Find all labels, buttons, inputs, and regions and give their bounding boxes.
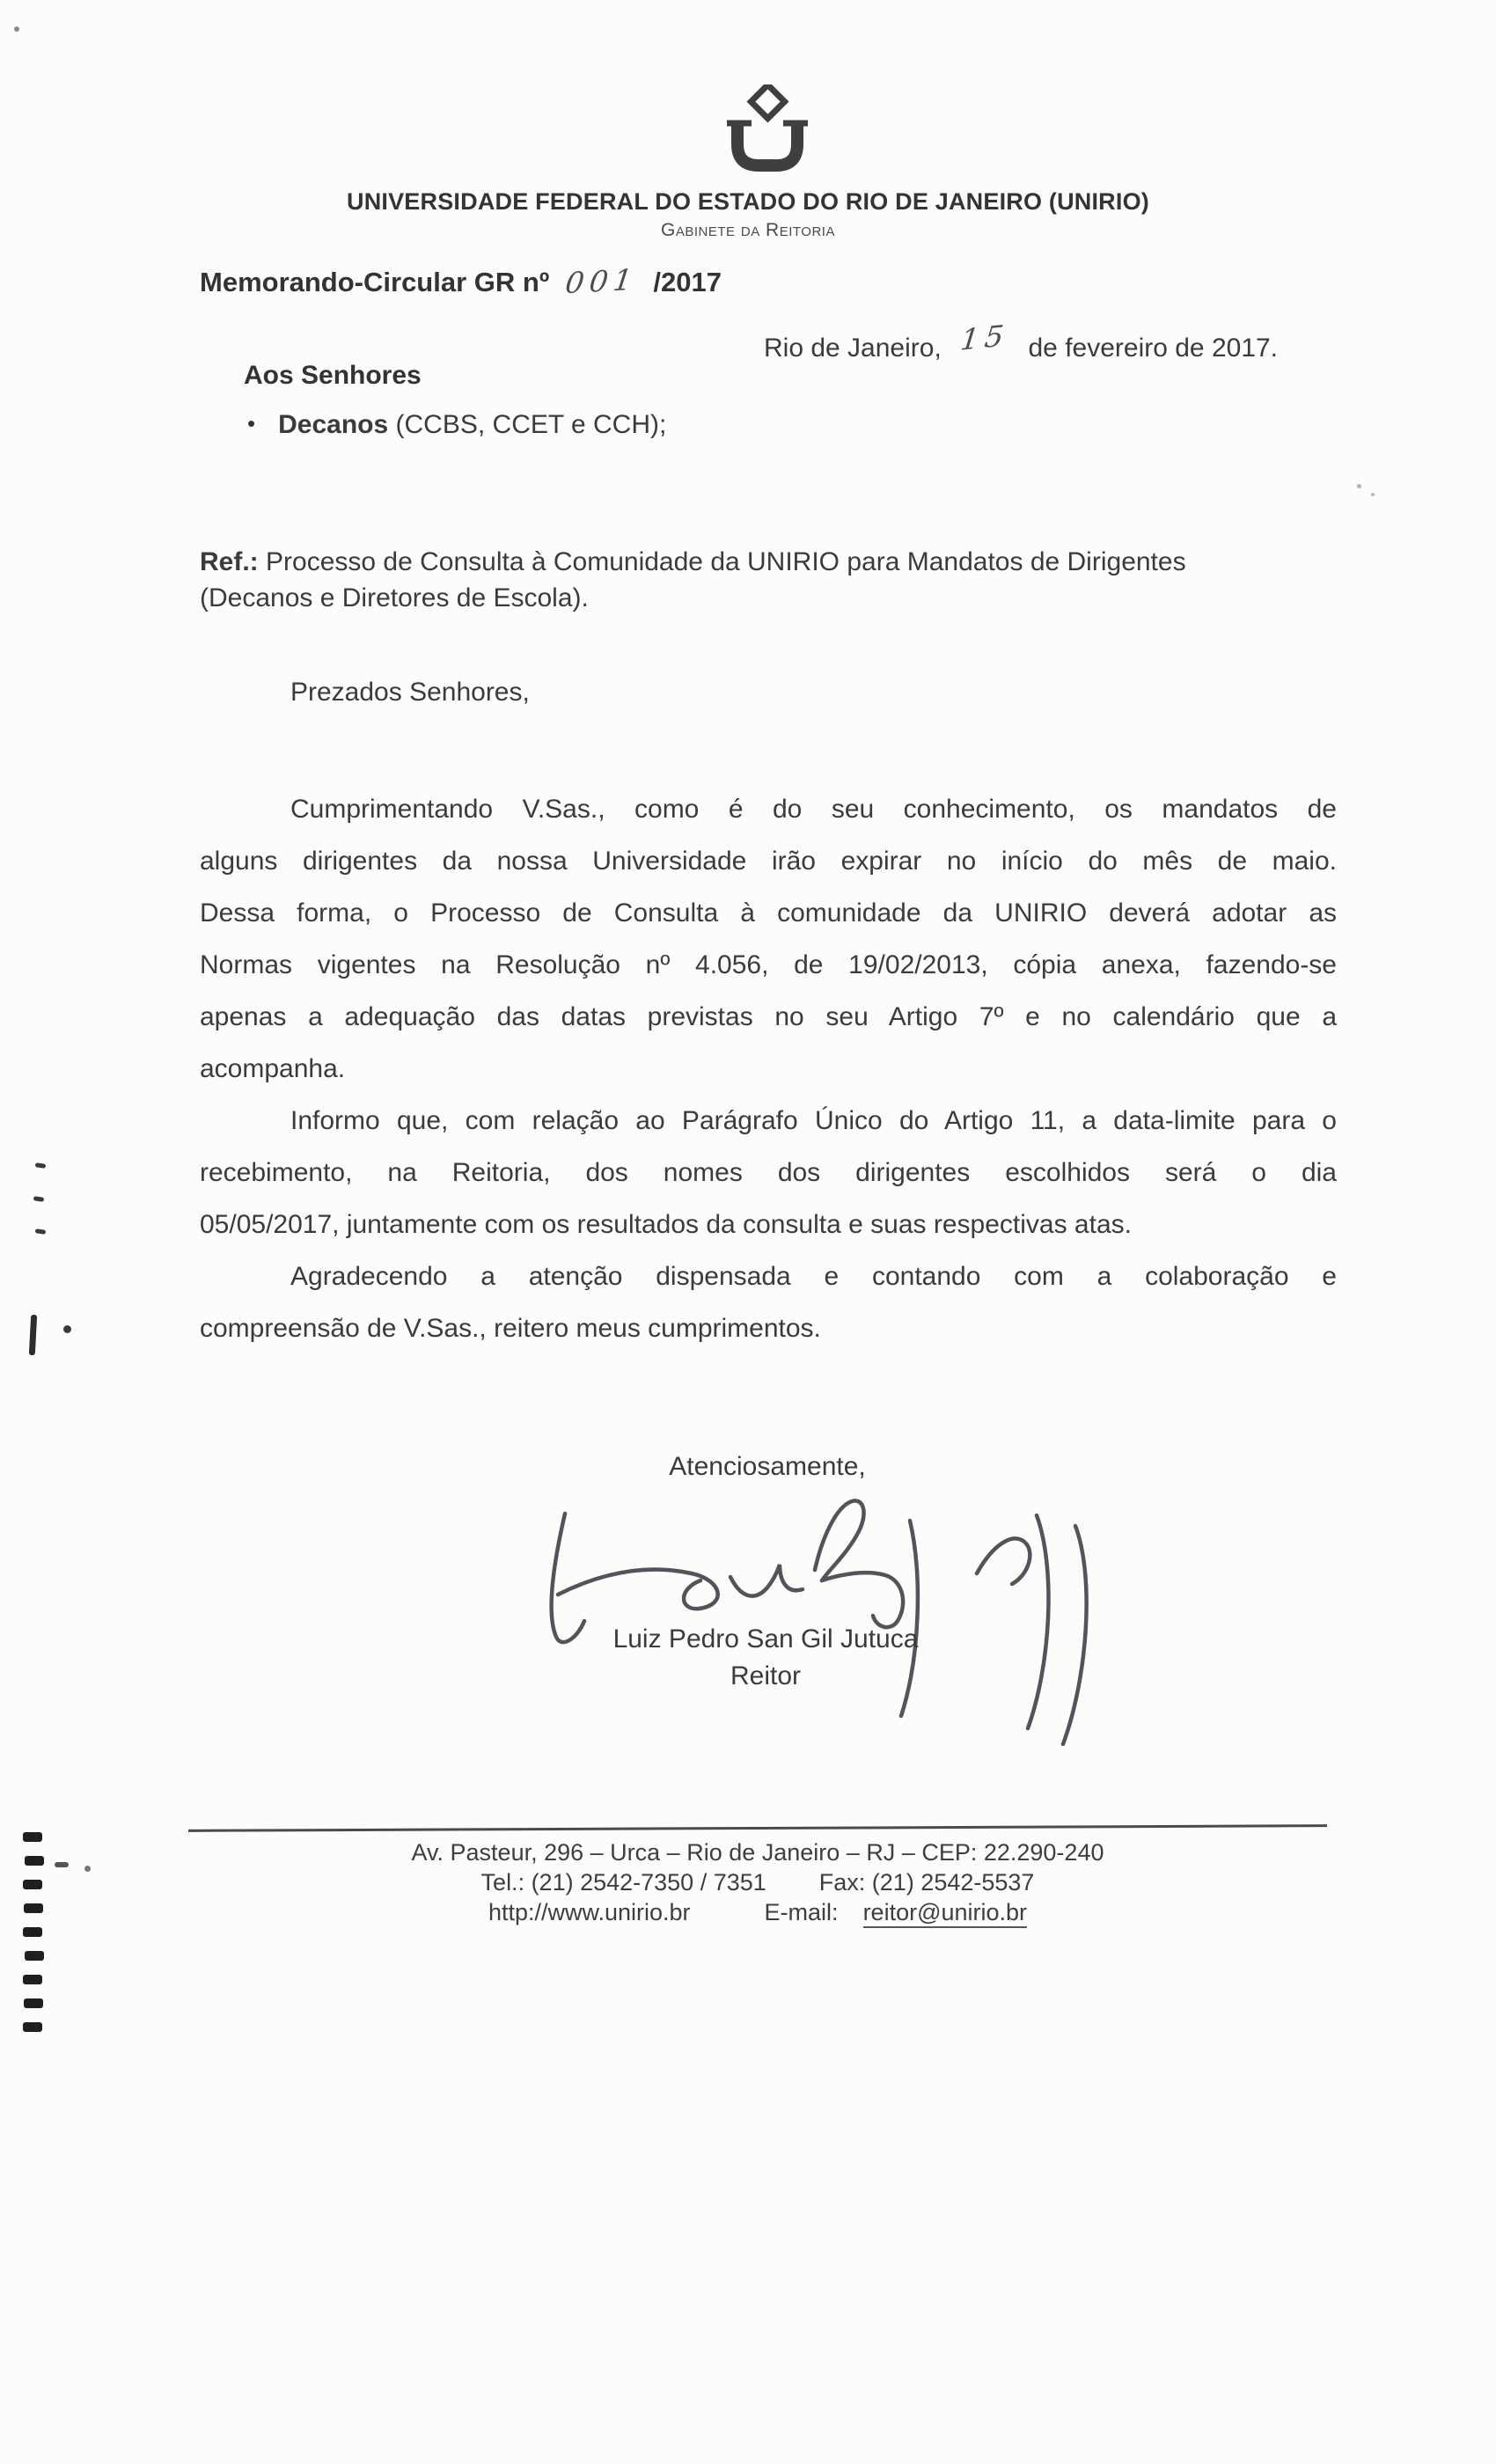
footer-phones [188, 1869, 1327, 1896]
reference-text: Processo de Consulta à Comunidade da UNIRIO para Mandatos de Dirigentes [266, 547, 1186, 576]
memo-label: Memorando-Circular GR nº [200, 267, 550, 297]
addressee-name: Decanos [278, 410, 389, 439]
footer-email: reitor@unirio.br [863, 1899, 1027, 1928]
reference-label: Ref.: [200, 547, 259, 576]
body-line: Agradecendo a atenção dispensada e contando com a colaboração e [290, 1262, 1337, 1291]
scan-artifact [63, 1325, 71, 1333]
scan-artifact [25, 1951, 44, 1961]
letter-body [200, 783, 1337, 1354]
dateline-suffix: de fevereiro de 2017. [1028, 334, 1279, 363]
body-line: compreensão de V.Sas., reitero meus cumprimentos. [200, 1314, 821, 1343]
university-name: UNIVERSIDADE FEDERAL DO ESTADO DO RIO DE JANEIRO (UNIRIO) [347, 188, 1149, 215]
scan-artifact [33, 1196, 45, 1202]
body-line: recebimento, na Reitoria, dos nomes dos dirigentes escolhidos será o dia [200, 1158, 1337, 1187]
footer-fax: Fax: (21) 2542-5537 [818, 1869, 1035, 1896]
dateline [764, 318, 1279, 363]
addressee-item [247, 410, 666, 440]
addressee-heading: Aos Senhores [244, 361, 422, 390]
memo-number-line [200, 261, 722, 301]
footer-tel: Tel.: (21) 2542-7350 / 7351 [480, 1869, 766, 1896]
scan-artifact [84, 1866, 91, 1872]
reference-line1 [200, 544, 1353, 580]
reference-line2: (Decanos e Diretores de Escola). [200, 583, 589, 612]
date-handwritten: 15 [958, 318, 1011, 357]
scan-artifact [25, 1856, 44, 1866]
body-line: 05/05/2017, juntamente com os resultados da consulta e suas respectivas atas. [200, 1210, 1132, 1239]
footer-email-label: E-mail: [764, 1899, 839, 1925]
scan-artifact [23, 1880, 42, 1889]
footer-web-email [188, 1899, 1327, 1926]
salutation: Prezados Senhores, [290, 678, 530, 707]
footer-website: http://www.unirio.br [488, 1899, 691, 1925]
scan-artifact [35, 1228, 47, 1235]
bullet-icon: • [247, 410, 256, 436]
footer-address: Av. Pasteur, 296 – Urca – Rio de Janeiro – RJ – CEP: 22.290-240 [411, 1839, 1104, 1866]
body-line: Cumprimentando V.Sas., como é do seu conhecimento, os mandatos de [290, 795, 1337, 824]
scan-artifact [55, 1862, 69, 1867]
body-line: acompanha. [200, 1054, 346, 1083]
scan-artifact [23, 1832, 42, 1842]
scan-artifact [1371, 493, 1375, 496]
scan-artifact [1357, 484, 1361, 488]
body-line: Informo que, com relação ao Parágrafo Único do Artigo 11, a data-limite para o [290, 1106, 1337, 1135]
scan-artifact [24, 1998, 43, 2008]
scan-artifact [29, 1315, 37, 1355]
office-name: Gabinete da Reitoria [661, 220, 835, 240]
memo-year: /2017 [653, 267, 722, 297]
scan-artifact [23, 1927, 42, 1937]
body-line: apenas a adequação das datas previstas no seu Artigo 7º e no calendário que a [200, 1002, 1337, 1031]
signer-title: Reitor [730, 1661, 802, 1690]
reference-block [200, 544, 1353, 616]
footer-rule [188, 1824, 1327, 1832]
body-line: alguns dirigentes da nossa Universidade irão expirar no início do mês de maio. [200, 847, 1337, 876]
scan-artifact [35, 1162, 47, 1169]
scan-artifact [24, 1903, 43, 1913]
body-line: Normas vigentes na Resolução nº 4.056, de 19/02/2013, cópia anexa, fazendo-se [200, 950, 1337, 979]
signer-name: Luiz Pedro San Gil Jutuca [612, 1624, 919, 1654]
scan-artifact [23, 1975, 42, 1984]
unirio-logo-icon [706, 84, 829, 178]
body-line: Dessa forma, o Processo de Consulta à comunidade da UNIRIO deverá adotar as [200, 898, 1337, 928]
addressee-detail: (CCBS, CCET e CCH); [395, 410, 667, 439]
memo-number-handwritten: 001 [563, 261, 640, 301]
dateline-prefix: Rio de Janeiro, [764, 334, 942, 363]
scan-artifact [23, 2022, 42, 2032]
valediction: Atenciosamente, [669, 1452, 866, 1481]
scan-artifact [14, 26, 19, 32]
